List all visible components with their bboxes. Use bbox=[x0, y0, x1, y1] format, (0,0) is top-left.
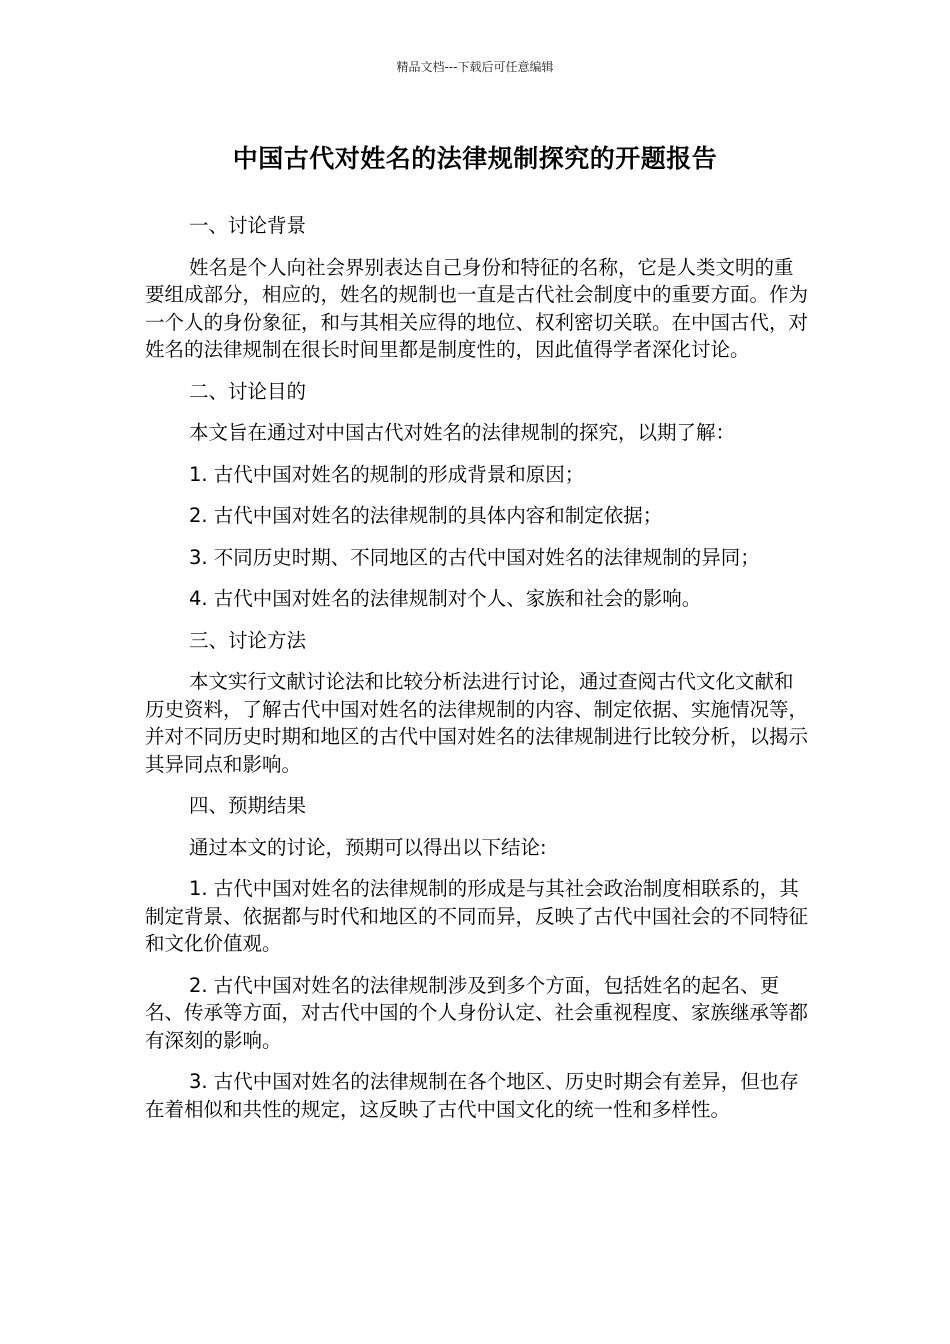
results-paragraph: 通过本文的讨论，预期可以得出以下结论: bbox=[189, 835, 547, 859]
results-item: 2. 古代中国对姓名的法律规制涉及到多个方面，包括姓名的起名、更名、传承等方面，对古代中国的个人身份认定、社会重视程度、家族继承等都有深刻的影响。 bbox=[145, 973, 809, 1052]
purpose-item: 3. 不同历史时期、不同地区的古代中国对姓名的法律规制的异同； bbox=[189, 545, 760, 569]
section-heading-results: 四、预期结果 bbox=[189, 794, 307, 817]
method-paragraph: 本文实行文献讨论法和比较分析法进行讨论，通过查阅古代文化文献和历史资料，了解古代中国对姓名的法律规制的内容、制定依据、实施情况等，并对不同历史时期和地区的古代中国对姓名的法律规制进行比较分析，以揭示其异同点和影响。 bbox=[145, 670, 809, 776]
results-item: 3. 古代中国对姓名的法律规制在各个地区、历史时期会有差异，但也存在着相似和共性的规定，这反映了古代中国文化的统一性和多样性。 bbox=[145, 1070, 799, 1121]
purpose-item: 4. 古代中国对姓名的法律规制对个人、家族和社会的影响。 bbox=[189, 587, 702, 610]
section-heading-purpose: 二、讨论目的 bbox=[189, 379, 307, 403]
document-title: 中国古代对姓名的法律规制探究的开题报告 bbox=[232, 144, 718, 173]
document-body bbox=[145, 212, 810, 1137]
background-paragraph: 姓名是个人向社会界别表达自己身份和特征的名称，它是人类文明的重要组成部分，相应的，姓名的规制也一直是古代社会制度中的重要方面。作为一个人的身份象征，和与其相关应得的地位、权利密切关联。在中国古代，对姓名的法律规制在很长时间里都是制度性的，因此值得学者深化讨论。 bbox=[145, 255, 809, 361]
purpose-item: 2. 古代中国对姓名的法律规制的具体内容和制定依据； bbox=[189, 504, 663, 527]
purpose-paragraph: 本文旨在通过对中国古代对姓名的法律规制的探究，以期了解： bbox=[189, 421, 736, 444]
results-item: 1. 古代中国对姓名的法律规制的形成是与其社会政治制度相联系的，其制定背景、依据都与时代和地区的不同而异，反映了古代中国社会的不同特征和文化价值观。 bbox=[145, 877, 809, 955]
purpose-item: 1. 古代中国对姓名的规制的形成背景和原因； bbox=[189, 462, 585, 486]
section-heading-method: 三、讨论方法 bbox=[189, 628, 307, 652]
page-header: 精品文档---下载后可任意编辑 bbox=[396, 60, 554, 74]
section-heading-background: 一、讨论背景 bbox=[189, 214, 307, 237]
